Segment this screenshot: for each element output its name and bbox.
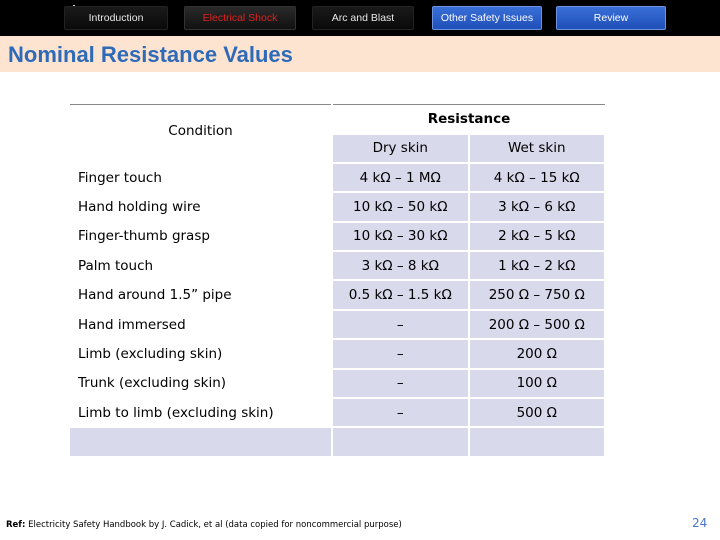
page-title: Nominal Resistance Values [8,42,293,67]
tab-label: Review [593,12,629,24]
top-navigation-bar [0,0,720,36]
tab-introduction[interactable] [64,6,168,30]
reference-note [6,520,402,530]
dry-skin-cell [332,427,468,456]
wet-skin-cell: 250 Ω – 750 Ω [469,280,606,309]
dry-skin-cell: 10 kΩ – 50 kΩ [332,192,468,221]
header-condition: Condition [69,105,332,163]
table-body [69,163,605,457]
tab-review[interactable] [556,6,666,30]
dry-skin-cell: – [332,310,468,339]
condition-cell: Finger touch [69,163,332,192]
condition-cell: Hand immersed [69,310,332,339]
condition-cell: Palm touch [69,251,332,280]
wet-skin-cell: 200 Ω [469,339,606,368]
table-header-row [69,105,605,134]
reference-text: Electricity Safety Handbook by J. Cadick, et al (data copied for noncommercial purpose) [25,520,402,530]
tab-label: Electrical Shock [202,12,278,24]
dry-skin-cell: 10 kΩ – 30 kΩ [332,222,468,251]
dry-skin-cell: 3 kΩ – 8 kΩ [332,251,468,280]
table-row [69,280,605,309]
header-wet-skin: Wet skin [469,134,606,163]
tab-electrical-shock[interactable] [184,6,296,30]
tab-other-safety-issues[interactable] [432,6,542,30]
condition-cell: Finger-thumb grasp [69,222,332,251]
dry-skin-cell: 4 kΩ – 1 MΩ [332,163,468,192]
dry-skin-cell: – [332,369,468,398]
dry-skin-cell: – [332,398,468,427]
table-row [69,369,605,398]
wet-skin-cell [469,427,606,456]
wet-skin-cell: 100 Ω [469,369,606,398]
table-row [69,427,605,456]
wet-skin-cell: 3 kΩ – 6 kΩ [469,192,606,221]
page-number: 24 [692,516,708,530]
table-row [69,251,605,280]
dry-skin-cell: 0.5 kΩ – 1.5 kΩ [332,280,468,309]
wet-skin-cell: 200 Ω – 500 Ω [469,310,606,339]
table-row [69,398,605,427]
condition-cell: Limb to limb (excluding skin) [69,398,332,427]
condition-cell: Hand holding wire [69,192,332,221]
table-row [69,310,605,339]
table-row [69,192,605,221]
condition-cell: Limb (excluding skin) [69,339,332,368]
table-row [69,339,605,368]
wet-skin-cell: 500 Ω [469,398,606,427]
wet-skin-cell: 4 kΩ – 15 kΩ [469,163,606,192]
header-dry-skin: Dry skin [332,134,468,163]
wet-skin-cell: 2 kΩ – 5 kΩ [469,222,606,251]
condition-cell: Hand around 1.5” pipe [69,280,332,309]
tab-arc-and-blast[interactable] [312,6,414,30]
reference-label: Ref: [6,520,26,530]
condition-cell [69,427,332,456]
header-resistance: Resistance [332,105,605,134]
table-row [69,222,605,251]
condition-cell: Trunk (excluding skin) [69,369,332,398]
tab-label: Introduction [88,12,144,24]
tab-label: Arc and Blast [331,12,395,24]
resistance-table [68,104,606,458]
table-row [69,163,605,192]
dry-skin-cell: – [332,339,468,368]
wet-skin-cell: 1 kΩ – 2 kΩ [469,251,606,280]
tab-label: Other Safety Issues [440,12,534,24]
